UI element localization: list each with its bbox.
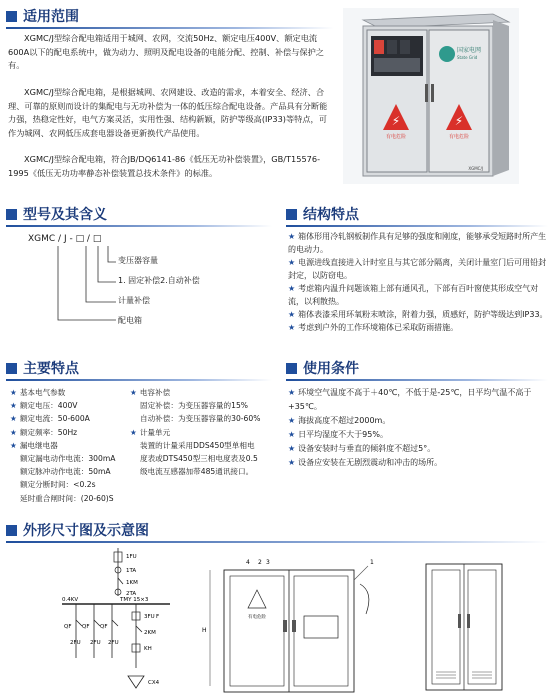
svg-text:⚡: ⚡ [391, 114, 401, 128]
features-right-list [130, 386, 260, 478]
dimension-drawing-side [420, 560, 544, 694]
cabinet-logo-text: 国家电网 [457, 47, 482, 54]
label-1fu: 1FU [126, 554, 137, 560]
circuit-diagram [60, 548, 180, 694]
feature-item: 度表或DTS450型三相电度表及0.5 [140, 454, 258, 464]
feature-item: ★ 漏电继电器 [10, 440, 58, 450]
structure-item: ★ 考虑箱内温升问题该箱上部有通风孔，下部有百叶窗使其形成空气对流，以利散热。 [288, 284, 539, 306]
cabinet-photo [343, 8, 519, 184]
section-title-model: 型号及其含义 [23, 207, 107, 223]
model-bracket-lines [28, 244, 128, 328]
section-header-conditions [286, 358, 548, 378]
section-title-scope: 适用范围 [23, 9, 79, 25]
label-qf-3: QF [100, 624, 108, 630]
structure-item: ★ 电源进线直接进入计时室且与其它部分隔离，关闭计量室门后可用铅封封定，以防窃电。 [288, 258, 547, 280]
label-2km: 2KM [144, 630, 156, 636]
feature-item: 自动补偿：为变压器容量的30-60% [140, 414, 261, 424]
feature-item: ★ 额定频率：50Hz [10, 427, 78, 437]
feature-item: 固定补偿：为变压器容量的15% [140, 401, 249, 411]
label-qf-2: QF [82, 624, 90, 630]
feature-item: ★ 计量单元 [130, 427, 171, 437]
section-header-features [6, 358, 272, 378]
section-header-scope [6, 6, 334, 26]
dim-callout-1: 1 [370, 559, 374, 566]
condition-item: ★ 环境空气温度不高于＋40℃，不低于是-25℃，日平均气温不高于+35℃。 [288, 388, 532, 411]
cabinet-warning-left: 有电危险 [385, 134, 407, 140]
model-legend [118, 254, 200, 334]
cabinet-logo-sub: State Grid [457, 55, 478, 60]
feature-item: ★ 额定电流：50-600A [10, 414, 90, 424]
scope-paragraph-2: XGMC/J型综合配电箱，是根据城网、农网建设、改造的需求，本着安全、经济、合理、可靠的原则而设计的集配电与无功补偿为一体的低压综合配电设备。产品具有分断能力强，热稳定性好，电气方案灵活，实用性强、结构新颖，防护等级高(IP33)等特点，可作为城网、农网低压成套电器设备更新换代产品使用。 [8, 87, 328, 138]
section-marker-icon [286, 209, 297, 220]
label-1ta: 1TA [126, 568, 137, 574]
label-1km: 1KM [126, 580, 138, 586]
section-header-model [6, 204, 272, 224]
feature-item: 延时重合闸时间：(20-60)S [20, 493, 114, 503]
feature-item: 级电流互感器加带485通讯接口。 [140, 467, 254, 477]
dim-warning-label: 有电危险 [248, 615, 266, 620]
label-2fu-1: 2FU [70, 640, 81, 646]
section-title-conditions: 使用条件 [303, 361, 359, 377]
model-item-distribution-box: 配电箱 [118, 316, 142, 325]
condition-item: ★ 设备应安装在无剧烈震动和冲击的场所。 [288, 458, 443, 467]
dim-callout-2: 2 [258, 559, 262, 566]
condition-item: ★ 日平均湿度不大于95%。 [288, 430, 388, 439]
structure-item: ★ 考虑到户外的工作环境箱体已采取防雨措施。 [288, 323, 459, 332]
structure-list [288, 230, 550, 334]
section-title-structure: 结构特点 [303, 207, 359, 223]
dim-callout-3: 3 [266, 559, 270, 566]
condition-item: ★ 设备安装时与垂直的倾斜度不超过5°。 [288, 444, 436, 453]
model-item-capacity: 变压器容量 [118, 256, 158, 265]
section-title-dimensions: 外形尺寸图及示意图 [23, 523, 149, 539]
structure-item: ★ 箱体形用冷轧钢板制作具有足够的强度和刚度，能够承受短路时所产生的电动力。 [288, 232, 547, 254]
section-header-structure [286, 204, 548, 224]
feature-item: ★ 基本电气参数 [10, 388, 66, 397]
label-0-4kv: 0.4KV [62, 597, 79, 603]
cabinet-warning-right: 有电危险 [448, 134, 470, 140]
label-f: F [156, 614, 160, 620]
section-marker-icon [6, 363, 17, 374]
structure-item: ★ 箱体表漆采用环氧粉末喷涂，附着力强，质感好，防护等级达到IP33。 [288, 310, 548, 319]
scope-paragraph-1: XGMC/J型综合配电箱适用于城网、农网，交流50Hz、额定电压400V、额定电流600A以下的配电系统中，做为动力、照明及配电设备的电能分配、控制、补偿与保护之有。 [8, 33, 324, 70]
section-marker-icon [286, 363, 297, 374]
scope-paragraph-3: XGMC/J型综合配电箱，符合JB/DQ6141-86《低压无功补偿装置》，GB/T15576-1995《低压无功功率静态补偿装置总技术条件》的标准。 [8, 154, 321, 178]
section-underline [6, 27, 334, 29]
conditions-list [288, 386, 550, 470]
feature-item: 额定分断时间：<0.2s [20, 480, 96, 490]
section-marker-icon [6, 11, 17, 22]
feature-item: ★ 电容补偿 [130, 388, 171, 397]
section-marker-icon [6, 209, 17, 220]
label-2ta: 2TA [126, 591, 137, 597]
label-2fu-3: 2FU [108, 640, 119, 646]
label-3fu: 3FU [144, 614, 155, 620]
section-underline [286, 225, 548, 227]
section-underline [6, 541, 548, 543]
model-code: XGMC / J - □ / □ [28, 234, 102, 244]
feature-item: ★ 额定电压：400V [10, 401, 78, 411]
dim-label-h: H [202, 627, 207, 634]
section-underline [6, 225, 272, 227]
label-cx4: CX4 [148, 680, 160, 686]
dimension-drawing-front [200, 556, 400, 694]
svg-text:⚡: ⚡ [454, 114, 464, 128]
model-item-metering: 计量补偿 [118, 296, 150, 305]
feature-item: 装置的计量采用DDS450型单相电 [140, 440, 255, 450]
section-marker-icon [6, 525, 17, 536]
cabinet-model-tag: XGMC/J [468, 166, 483, 171]
section-underline [6, 379, 272, 381]
feature-item: 额定脉冲动作电流：50mA [20, 467, 111, 477]
feature-item: 额定漏电动作电流：300mA [20, 454, 116, 464]
model-item-compensation-type: 1. 固定补偿2.自动补偿 [118, 276, 200, 285]
features-left-list [10, 386, 115, 505]
dim-callout-4: 4 [246, 559, 250, 566]
section-title-features: 主要特点 [23, 361, 79, 377]
section-underline [286, 379, 548, 381]
label-tmy: TMY 15×3 [120, 597, 149, 603]
section-header-dimensions [6, 520, 548, 540]
label-qf-1: QF [64, 624, 72, 630]
label-kh: KH [144, 646, 152, 652]
label-2fu-2: 2FU [90, 640, 101, 646]
condition-item: ★ 海拔高度不超过2000m。 [288, 416, 391, 425]
